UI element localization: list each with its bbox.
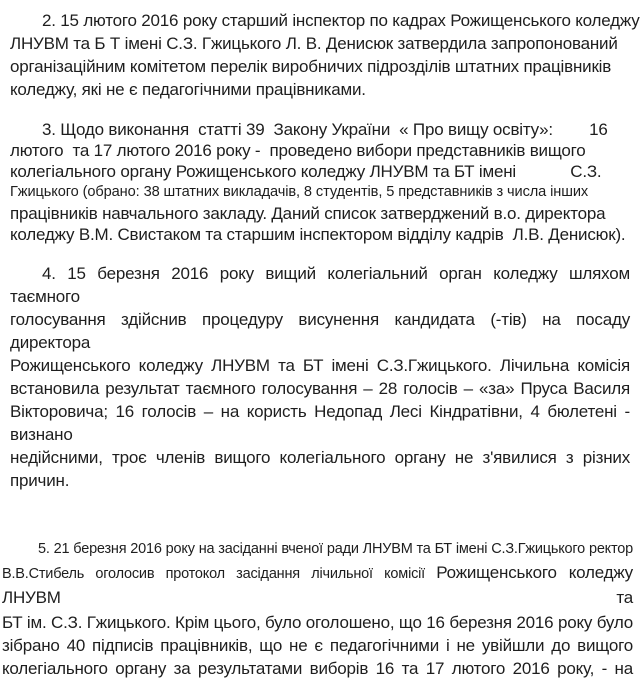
paragraph-2 bbox=[10, 9, 640, 101]
text-line-mixed bbox=[2, 561, 633, 611]
text-line: працівників навчального закладу. Даний список затверджений в.о. директора bbox=[10, 204, 606, 223]
text-line: коледжу В.М. Свистаком та старшим інспектором відділу кадрів Л.В. Денисюк). bbox=[10, 225, 626, 244]
text-line: 3. Щодо виконання статті 39 Закону України « Про вищу освіту»: 16 bbox=[42, 120, 608, 139]
text-line: БТ ім. С.З. Гжицького. Крім цього, було оголошено, що 16 березня 2016 року було bbox=[2, 613, 633, 632]
text-line: лютого та 17 лютого 2016 року - проведено вибори представників вищого bbox=[10, 141, 586, 160]
text-line: зібрано 40 підписів працівників, що не є педагогічними і не увійшли до вищого bbox=[2, 636, 633, 655]
text-segment-large: Рожищенського коледжу ЛНУВМ та bbox=[2, 563, 633, 607]
text-line: ЛНУВМ та Б Т імені С.З. Гжицького Л. В. Денисюк затвердила запропонований bbox=[10, 34, 618, 53]
text-line: Вікторовича; 16 голосів – на користь Недопад Лесі Кіндратівни, 4 бюлетені - визнано bbox=[10, 402, 630, 444]
text-segment-small: В.В.Стибель оголосив протокол засідання лічильної комісії bbox=[2, 566, 437, 582]
text-line: голосування здійснив процедуру висунення кандидата (-тів) на посаду директора bbox=[10, 310, 630, 352]
paragraph-5 bbox=[2, 538, 633, 680]
text-line: 5. 21 березня 2016 року на засіданні вченої ради ЛНУВМ та БТ імені С.З.Гжицького ректор bbox=[38, 541, 633, 557]
text-line: 4. 15 березня 2016 року вищий колегіальний орган коледжу шляхом таємного bbox=[10, 264, 630, 306]
text-line: 2. 15 лютого 2016 року старший інспектор по кадрах Рожищенського коледжу bbox=[42, 11, 640, 30]
text-line: колегіального органу Рожищенського коледжу ЛНУВМ та БТ імені С.З. bbox=[10, 162, 602, 181]
text-line: Рожищенського коледжу ЛНУВМ та БТ імені С.З.Гжицького. Лічильна комісія bbox=[10, 356, 630, 375]
paragraph-4 bbox=[10, 262, 630, 492]
text-line: організаційним комітетом перелік виробничих підрозділів штатних працівників bbox=[10, 57, 612, 76]
paragraph-3 bbox=[10, 119, 630, 245]
text-line: Гжицького (обрано: 38 штатних викладачів, 8 студентів, 5 представників з числа інших bbox=[10, 184, 589, 200]
text-line: недійсними, троє членів вищого колегіального органу не з'явилися з різних причин. bbox=[10, 448, 630, 490]
text-line: колегіального органу за результатами виборів 16 та 17 лютого 2016 року, - на bbox=[2, 659, 633, 678]
text-line: встановила результат таємного голосування – 28 голосів – «за» Пруса Василя bbox=[10, 379, 630, 398]
text-line: коледжу, які не є педагогічними працівниками. bbox=[10, 80, 366, 99]
